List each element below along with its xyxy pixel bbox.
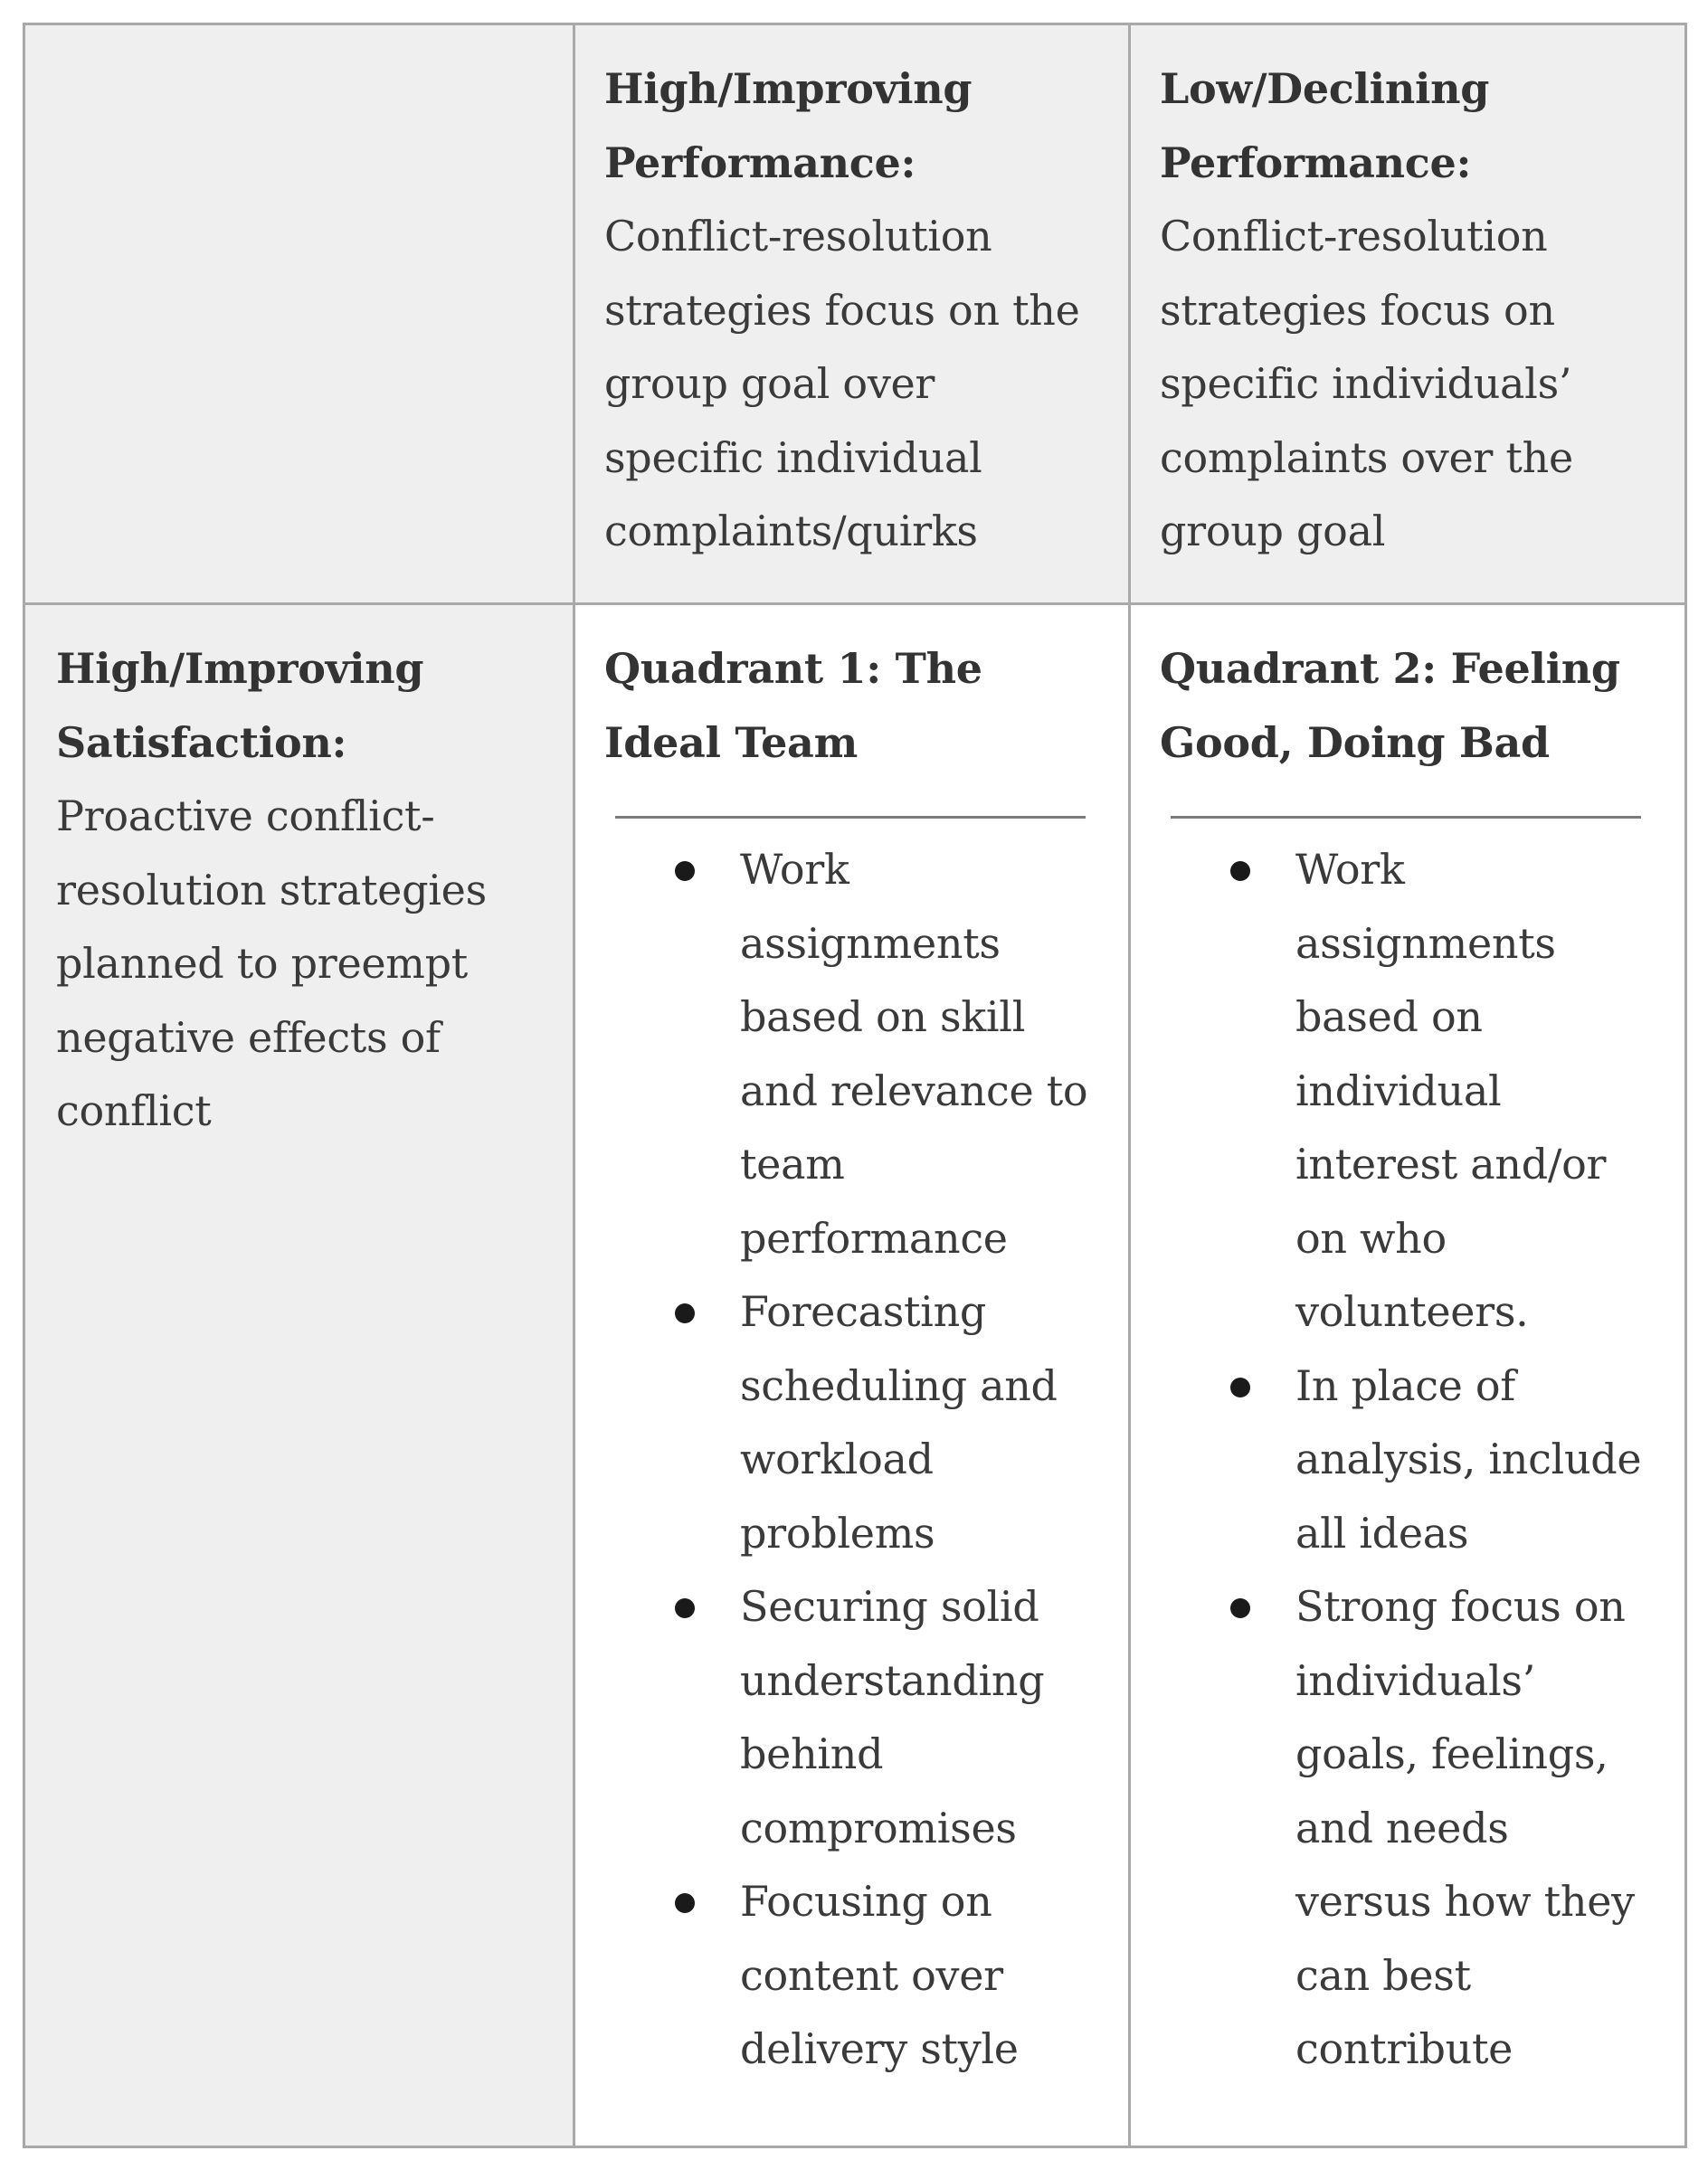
list-item-text: Forecasting scheduling and workload problems [740,1287,1058,1558]
list-item-text: Work assignments based on skill and relevance to team performance [740,845,1088,1263]
bullet-icon [1230,1598,1250,1618]
list-item [1160,1350,1657,1571]
quadrant-1-divider [615,816,1086,819]
conflict-resolution-table [23,23,1687,2148]
row-header-high-satisfaction-title: High/Improving Satisfaction: [56,644,424,767]
quadrant-2-divider [1171,816,1641,819]
list-item [604,1865,1101,2087]
list-item [604,1570,1101,1865]
bullet-icon [675,1893,695,1913]
column-header-high-performance-description: Conflict-resolution strategies focus on the group goal over specific individual complaints/quirks [604,212,1080,555]
list-item [604,833,1101,1275]
row-header-high-satisfaction [25,605,575,2146]
bullet-icon [1230,1378,1250,1397]
table-corner-cell [25,25,575,605]
bullet-icon [675,861,695,881]
quadrant-1-list [604,833,1101,2087]
bullet-icon [675,1598,695,1618]
list-item-text: Securing solid understanding behind compromises [740,1582,1045,1852]
column-header-low-performance [1131,25,1684,605]
list-item [1160,1570,1657,2087]
list-item-text: Focusing on content over delivery style [740,1877,1019,2073]
list-item-text: In place of analysis, include all ideas [1295,1360,1642,1558]
bullet-icon [1230,861,1250,881]
column-header-high-performance [575,25,1131,605]
quadrant-2-cell [1131,605,1684,2146]
quadrant-2-title: Quadrant 2: Feeling Good, Doing Bad [1160,644,1620,767]
quadrant-2-list [1160,833,1657,2087]
bullet-icon [675,1303,695,1323]
column-header-high-performance-title: High/Improving Performance: [604,64,973,187]
column-header-low-performance-description: Conflict-resolution strategies focus on specific individuals’ complaints over the group goal [1160,212,1573,555]
column-header-low-performance-title: Low/Declining Performance: [1160,64,1490,187]
list-item [604,1275,1101,1570]
list-item-text: Strong focus on individuals’ goals, feelings, and needs versus how they can best contribute [1295,1582,1635,2073]
row-header-high-satisfaction-description: Proactive conflict-resolution strategies planned to preempt negative effects of conflict [56,791,487,1135]
quadrant-1-title: Quadrant 1: The Ideal Team [604,644,982,767]
quadrant-1-cell [575,605,1131,2146]
list-item [1160,833,1657,1350]
list-item-text: Work assignments based on individual interest and/or on who volunteers. [1295,845,1607,1336]
